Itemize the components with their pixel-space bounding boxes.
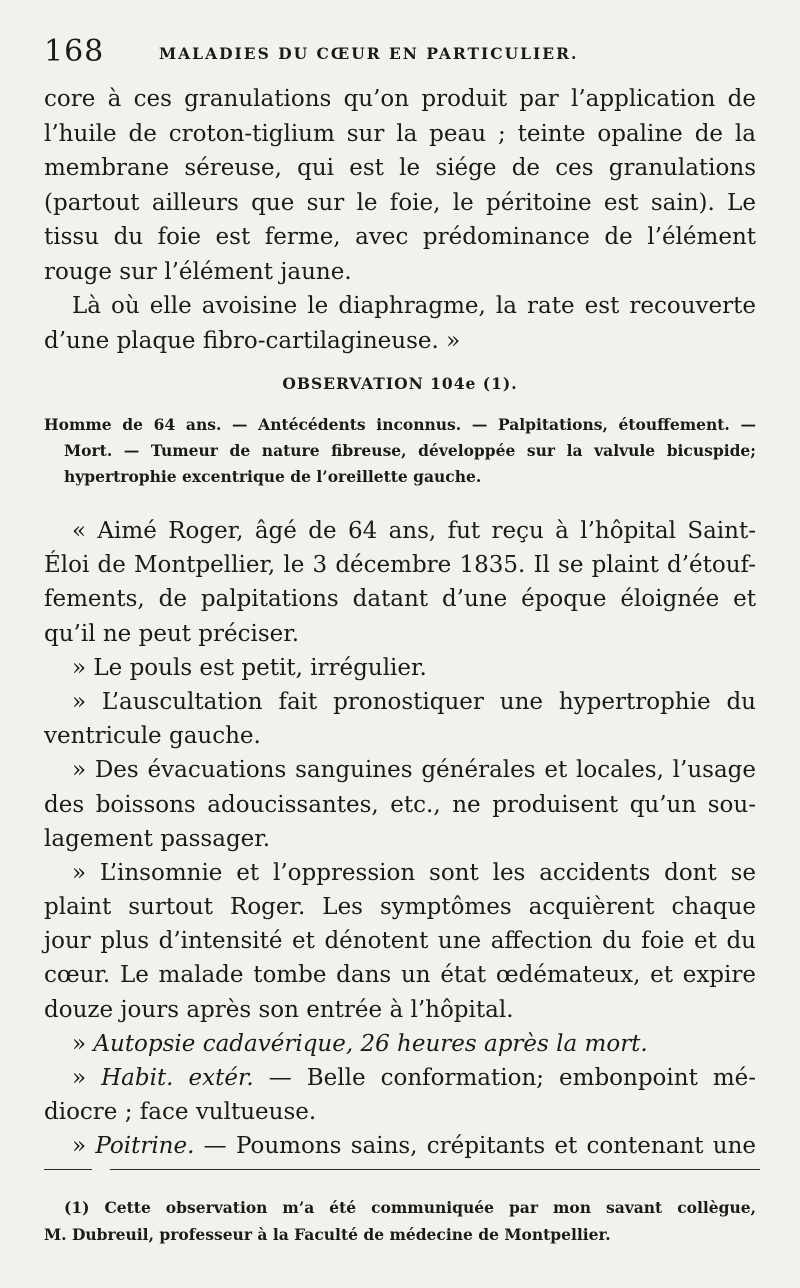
text-line: fements, de palpitations datant d’une époque éloignée et <box>44 586 756 613</box>
text-line: Là où elle avoisine le diaphragme, la rate est recouverte <box>72 293 756 319</box>
text-line: core à ces granulations qu’on produit par l’application de <box>44 86 756 112</box>
quote-mark: » <box>72 1030 94 1057</box>
footnote <box>44 1194 756 1248</box>
text-line: membrane séreuse, qui est le siége de ces granulations <box>44 155 756 181</box>
page-header <box>44 34 756 74</box>
footnote-rule <box>110 1169 760 1170</box>
summary-line: Homme de 64 ans. — Antécédents inconnus. — Palpitations, étouffement. — <box>44 415 756 434</box>
text-line: tissu du foie est ferme, avec prédominance de l’élément <box>44 224 756 250</box>
text-line: » L’insomnie et l’oppression sont les accidents dont se <box>72 859 756 886</box>
habit-text: — Belle conformation; embonpoint mé- <box>253 1065 757 1091</box>
text-line: » Le pouls est petit, irrégulier. <box>72 654 427 681</box>
footnote-line: (1) Cette observation m’a été communiquée par mon savant collègue, <box>64 1198 756 1217</box>
footnote-line: M. Dubreuil, professeur à la Faculté de médecine de Montpellier. <box>44 1225 611 1244</box>
autopsy-heading: Autopsie cadavérique, 26 heures après la mort. <box>93 1030 648 1057</box>
quote-mark: » <box>72 1133 96 1160</box>
text-line: (partout ailleurs que sur le foie, le péritoine est sain). Le <box>44 189 756 216</box>
page-number: 168 <box>44 34 105 69</box>
text-line: douze jours après son entrée à l’hôpital. <box>44 996 514 1023</box>
quote-mark: » <box>72 1065 102 1091</box>
autopsy-line <box>44 1027 756 1061</box>
text-line: rouge sur l’élément jaune. <box>44 258 352 285</box>
text-line: des boissons adoucissantes, etc., ne produisent qu’un sou- <box>44 791 756 818</box>
poitrine-line <box>44 1129 756 1163</box>
text-line: l’huile de croton-tiglium sur la peau ; teinte opaline de la <box>44 120 756 147</box>
text-line: plaint surtout Roger. Les symptômes acquièrent chaque <box>44 894 756 921</box>
text-line: » L’auscultation fait pronostiquer une hypertrophie du <box>72 688 756 715</box>
habit-line <box>44 1061 756 1095</box>
summary-line: hypertrophie excentrique de l’oreillette gauche. <box>64 467 482 486</box>
observation-title: OBSERVATION 104e (1). <box>282 374 518 393</box>
text-line: diocre ; face vultueuse. <box>44 1099 317 1126</box>
text-line: qu’il ne peut préciser. <box>44 620 300 647</box>
case-narrative <box>44 514 756 1164</box>
footnote-rule <box>44 1169 92 1170</box>
text-line: » Des évacuations sanguines générales et locales, l’usage <box>72 757 756 784</box>
summary-line: Mort. — Tumeur de nature fibreuse, développée sur la valvule bicuspide; <box>64 441 756 460</box>
text-line: cœur. Le malade tombe dans un état œdémateux, et expire <box>44 962 756 989</box>
text-line: Éloi de Montpellier, le 3 décembre 1835. Il se plaint d’étouf- <box>44 552 756 579</box>
habit-label: Habit. extér. <box>101 1065 254 1091</box>
text-line: d’une plaque fibro-cartilagineuse. » <box>44 327 461 354</box>
text-line: « Aimé Roger, âgé de 64 ans, fut reçu à l’hôpital Saint- <box>72 518 756 544</box>
running-title: MALADIES DU CŒUR EN PARTICULIER. <box>159 44 579 63</box>
opening-paragraphs <box>44 82 756 358</box>
case-summary <box>44 412 756 490</box>
text-line: ventricule gauche. <box>44 723 261 750</box>
text-line: lagement passager. <box>44 825 271 852</box>
poitrine-label: Poitrine. <box>95 1133 195 1160</box>
poitrine-text: — Poumons sains, crépitants et contenant une <box>194 1133 756 1160</box>
text-line: jour plus d’intensité et dénotent une affection du foie et du <box>44 928 756 955</box>
